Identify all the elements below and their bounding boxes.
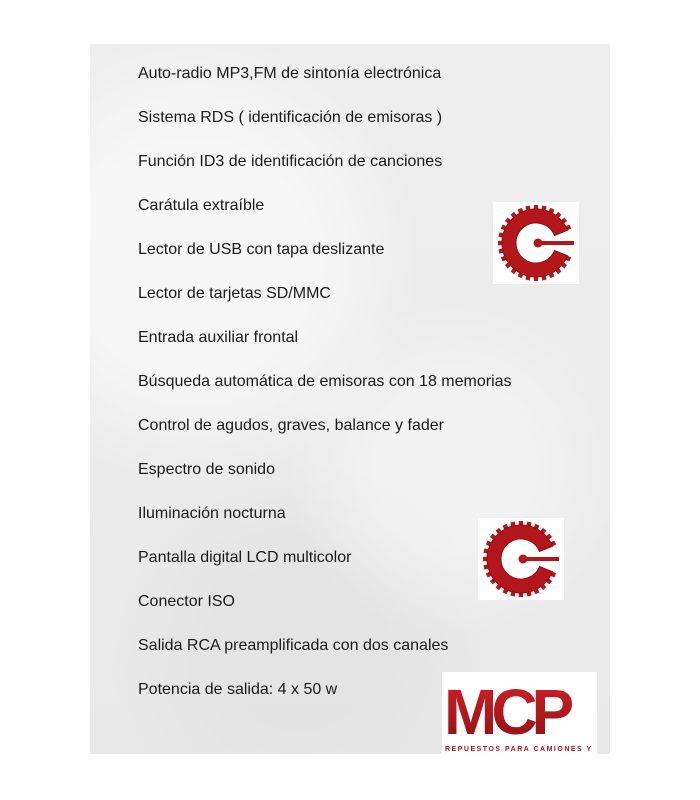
feature-item: Potencia de salida: 4 x 50 w: [138, 681, 338, 698]
gear-logo-icon: [478, 518, 564, 600]
gear-logo-graphic: [493, 202, 579, 284]
feature-item: Carátula extraíble: [138, 197, 265, 214]
mcp-logo-tagline: REPUESTOS PARA CAMIONES Y: [445, 746, 593, 753]
gear-logo-icon: [493, 202, 579, 284]
feature-item: Control de agudos, graves, balance y fader: [138, 417, 444, 434]
feature-item: Lector de tarjetas SD/MMC: [138, 285, 331, 302]
feature-item: Salida RCA preamplificada con dos canales: [138, 637, 449, 654]
feature-item: Auto-radio MP3,FM de sintonía electrónica: [138, 65, 442, 82]
feature-item: Conector ISO: [138, 593, 235, 610]
mcp-logo-graphic: [442, 672, 597, 754]
gear-bar: [538, 241, 574, 245]
mcp-logo-wordmark: MCP: [444, 676, 569, 748]
feature-item: Pantalla digital LCD multicolor: [138, 549, 352, 566]
product-features-panel: [90, 44, 610, 754]
mcp-logo-icon: [442, 672, 597, 754]
feature-item: Función ID3 de identificación de canciones: [138, 153, 443, 170]
gear-logo-graphic: [478, 518, 564, 600]
feature-list: [138, 64, 512, 724]
feature-item: Lector de USB con tapa deslizante: [138, 241, 385, 258]
feature-item: Búsqueda automática de emisoras con 18 memorias: [138, 373, 512, 390]
feature-item: Sistema RDS ( identificación de emisoras ): [138, 109, 443, 126]
feature-item: Entrada auxiliar frontal: [138, 329, 299, 346]
gear-bar: [523, 557, 559, 561]
feature-item: Iluminación nocturna: [138, 505, 286, 522]
feature-item: Espectro de sonido: [138, 461, 275, 478]
